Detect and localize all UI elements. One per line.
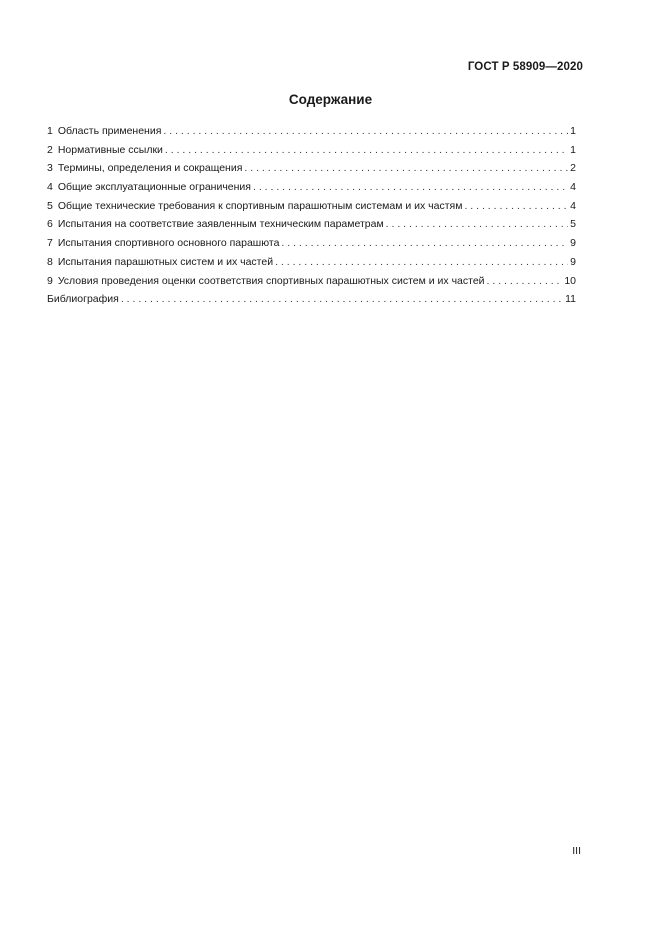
toc-entry-label: Общие эксплуатационные ограничения xyxy=(57,181,251,194)
toc-entry-number: 3 xyxy=(47,162,53,175)
toc-entry-label: Область применения xyxy=(57,125,162,137)
toc-entry[interactable] xyxy=(47,181,576,200)
page-number: III xyxy=(572,845,581,857)
dot-leader xyxy=(386,218,568,231)
toc-entry[interactable] xyxy=(47,256,576,275)
toc-entry-label: Испытания спортивного основного парашюта xyxy=(57,237,280,250)
toc-entry[interactable] xyxy=(47,125,576,144)
dot-leader xyxy=(253,181,568,194)
toc-entry-bibliography[interactable] xyxy=(47,293,576,312)
toc-entry-number: 5 xyxy=(47,199,53,212)
toc-entry-number: 6 xyxy=(47,218,53,231)
toc-entry-label: Библиография xyxy=(47,293,119,306)
toc-entry-number: 8 xyxy=(47,255,53,268)
toc-entry-page: 9 xyxy=(570,255,576,268)
toc-entry-label: Условия проведения оценки соответствия спортивных парашютных систем и их частей xyxy=(57,274,485,287)
toc-entry-number: 4 xyxy=(47,181,53,194)
toc-entry-label: Испытания парашютных систем и их частей xyxy=(57,255,274,268)
toc-entry-number: 7 xyxy=(47,237,53,250)
toc-entry-page: 1 xyxy=(570,143,576,156)
dot-leader xyxy=(165,144,568,157)
toc-entry[interactable] xyxy=(47,218,576,237)
table-of-contents xyxy=(47,125,576,312)
dot-leader xyxy=(121,293,563,306)
toc-entry-number: 2 xyxy=(47,143,53,156)
dot-leader xyxy=(281,237,568,250)
toc-title: Содержание xyxy=(288,92,373,107)
toc-entry-page: 4 xyxy=(570,181,576,194)
toc-entry[interactable] xyxy=(47,200,576,219)
toc-entry[interactable] xyxy=(47,144,576,163)
toc-entry[interactable] xyxy=(47,162,576,181)
document-code: ГОСТ Р 58909—2020 xyxy=(467,61,583,73)
dot-leader xyxy=(464,200,568,213)
toc-entry-page: 10 xyxy=(564,274,576,287)
toc-entry-page: 11 xyxy=(565,293,576,306)
toc-entry-label: Термины, определения и сокращения xyxy=(57,162,243,175)
dot-leader xyxy=(163,125,568,138)
toc-entry-label: Нормативные ссылки xyxy=(57,143,163,156)
toc-entry-page: 1 xyxy=(570,125,576,137)
toc-entry-page: 9 xyxy=(570,237,576,250)
dot-leader xyxy=(275,256,568,269)
dot-leader xyxy=(487,275,563,288)
toc-entry[interactable] xyxy=(47,275,576,294)
toc-entry-page: 2 xyxy=(570,162,576,175)
toc-entry-number: 1 xyxy=(47,125,53,137)
toc-entry-page: 4 xyxy=(570,199,576,212)
toc-entry-page: 5 xyxy=(570,218,576,231)
dot-leader xyxy=(244,162,568,175)
toc-entry-number: 9 xyxy=(47,274,53,287)
toc-entry-label: Общие технические требования к спортивным парашютным системам и их частям xyxy=(57,199,463,212)
toc-entry-label: Испытания на соответствие заявленным техническим параметрам xyxy=(57,218,384,231)
toc-entry[interactable] xyxy=(47,237,576,256)
